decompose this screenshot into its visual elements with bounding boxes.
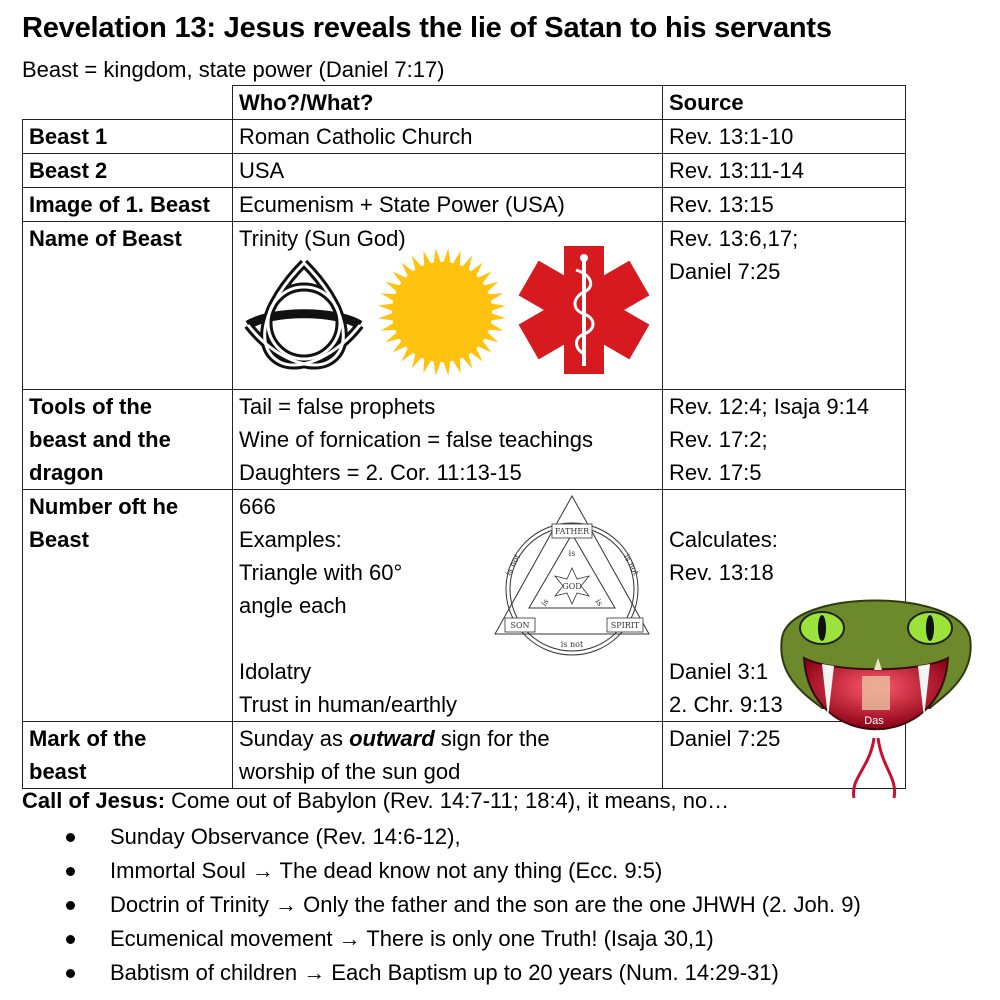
bullet-icon (66, 969, 75, 978)
what-part: Sunday as (239, 726, 350, 751)
label-line: Tools of the (29, 394, 153, 419)
list-item-text: Ecumenical movement → There is only one Truth! (Isaja 30,1) (110, 926, 714, 951)
what-line: 666 (239, 494, 276, 519)
snake-image (770, 578, 982, 806)
list-item-text: Immortal Soul → The dead know not any thing (Ecc. 9:5) (110, 858, 663, 883)
snake-caption-line: Papsttum (850, 728, 898, 740)
diagram-is-not: is not (560, 640, 584, 649)
row-what (233, 222, 663, 390)
empty-header-cell (23, 86, 233, 120)
diagram-is: is (593, 597, 605, 608)
row-what: Ecumenism + State Power (USA) (233, 188, 663, 222)
call-bold: Call of Jesus: (22, 788, 166, 813)
label-line: dragon (29, 460, 104, 485)
diagram-is: is (568, 549, 576, 558)
row-what (233, 722, 663, 789)
row-source (663, 222, 906, 390)
header-source: Source (663, 86, 906, 120)
list-item-text: Babtism of children → Each Baptism up to 20 years (Num. 14:29-31) (110, 960, 779, 985)
list-item (62, 854, 861, 888)
source-line: Calculates: (669, 527, 778, 552)
row-label: Name of Beast (23, 222, 233, 390)
source-line: Rev. 17:5 (669, 460, 762, 485)
diagram-spirit: SPIRIT (610, 621, 640, 630)
list-item-text: Doctrin of Trinity → Only the father and the son are the one JHWH (2. Joh. 9) (110, 892, 861, 917)
row-source: Rev. 13:15 (663, 188, 906, 222)
list-item-text: Sunday Observance (Rev. 14:6-12), (110, 824, 461, 849)
page-title: Revelation 13: Jesus reveals the lie of Satan to his servants (22, 12, 832, 44)
row-label: Image of 1. Beast (23, 188, 233, 222)
list-item (62, 820, 861, 854)
what-part: sign for the (434, 726, 550, 751)
call-of-jesus (22, 788, 729, 814)
bullet-icon (66, 867, 75, 876)
what-line: worship of the sun god (239, 759, 461, 784)
table-row (23, 390, 906, 490)
bullet-icon (66, 901, 75, 910)
row-label: Beast 2 (23, 154, 233, 188)
what-line (239, 722, 662, 755)
list-item (62, 922, 861, 956)
row-label (23, 490, 233, 722)
row-source: Rev. 13:11-14 (663, 154, 906, 188)
label-line: beast (29, 759, 87, 784)
row-what: Roman Catholic Church (233, 120, 663, 154)
what-line: Examples: (239, 527, 342, 552)
diagram-god: GOD (562, 582, 582, 591)
source-line: Daniel 7:25 (669, 259, 781, 284)
row-what: USA (233, 154, 663, 188)
sun-icon (377, 247, 507, 377)
what-line: Idolatry (239, 659, 312, 684)
row-what (233, 390, 663, 490)
label-line: Mark of the (29, 726, 147, 751)
source-line: Rev. 13:18 (669, 560, 774, 585)
row-source: Rev. 13:1-10 (663, 120, 906, 154)
bullet-icon (66, 833, 75, 842)
trinity-shield-diagram (491, 494, 653, 660)
outward-emphasis: outward (349, 726, 435, 751)
list-item (62, 888, 861, 922)
row-label (23, 390, 233, 490)
what-line: Daughters = 2. Cor. 11:13-15 (239, 460, 522, 485)
source-line: Rev. 12:4; Isaja 9:14 (669, 394, 870, 419)
table-row (23, 154, 906, 188)
table-row (23, 188, 906, 222)
table-header-row (23, 86, 906, 120)
what-line: Trust in human/earthly (239, 692, 458, 717)
label-line: beast and the (29, 427, 171, 452)
what-line: Wine of fornication = false teachings (239, 427, 594, 452)
list-item (62, 956, 861, 990)
source-line: Rev. 17:2; (669, 427, 768, 452)
row-what-text: Trinity (Sun God) (239, 226, 406, 251)
star-of-life-icon (517, 243, 651, 377)
diagram-is: is (539, 597, 551, 608)
diagram-is-not: is not (621, 552, 641, 577)
table-row (23, 120, 906, 154)
source-line: Daniel 3:1 (669, 659, 769, 684)
spacer (669, 490, 905, 523)
row-source (663, 390, 906, 490)
trinity-icons (239, 255, 662, 375)
row-label (23, 722, 233, 789)
triquetra-icon (242, 255, 367, 373)
source-line: Rev. 13:6,17; (669, 226, 799, 251)
diagram-son: SON (510, 621, 530, 630)
bullet-list (62, 820, 861, 990)
page-subtitle: Beast = kingdom, state power (Daniel 7:17) (22, 57, 445, 82)
diagram-is-not: is not (503, 552, 523, 577)
header-who-what: Who?/What? (233, 86, 663, 120)
row-what (233, 490, 663, 722)
snake-caption-line: Das (864, 715, 884, 727)
label-line: Number oft he (29, 494, 179, 519)
row-label: Beast 1 (23, 120, 233, 154)
what-line: Triangle with 60° (239, 560, 403, 585)
call-text: Come out of Babylon (Rev. 14:7-11; 18:4), it means, no… (165, 788, 730, 813)
what-line: Tail = false prophets (239, 394, 436, 419)
bullet-icon (66, 935, 75, 944)
table-row (23, 222, 906, 390)
what-line: angle each (239, 593, 347, 618)
label-line: Beast (29, 527, 89, 552)
row-source: Daniel 7:25 (663, 722, 906, 789)
source-line: 2. Chr. 9:13 (669, 692, 783, 717)
diagram-father: FATHER (554, 527, 590, 536)
